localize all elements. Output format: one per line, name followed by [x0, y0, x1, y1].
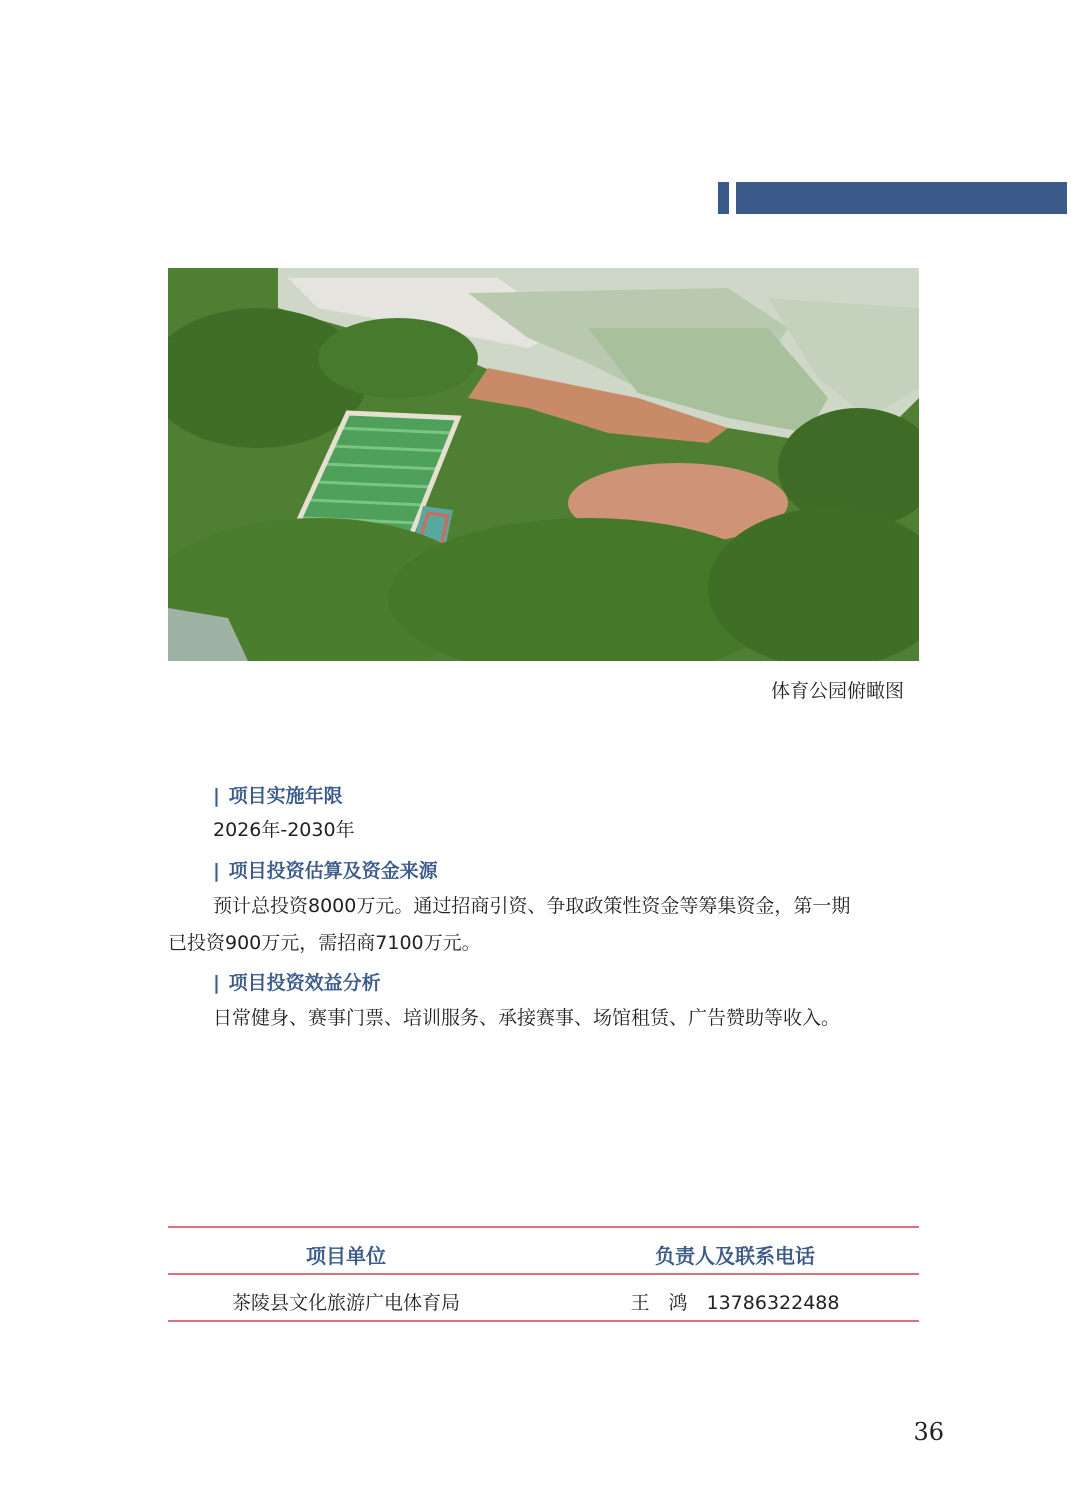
table-bottom-rule	[168, 1320, 919, 1322]
heading-marker: |	[213, 972, 220, 994]
table-mid-rule	[168, 1273, 919, 1275]
section-heading-investment	[213, 856, 438, 883]
heading-marker: |	[213, 860, 220, 882]
aerial-photo-icon	[168, 268, 919, 661]
table-cell-unit: 茶陵县文化旅游广电体育局	[231, 1292, 460, 1314]
section-text-benefit: 日常健身、赛事门票、培训服务、承接赛事、场馆租赁、广告赞助等收入。	[213, 1007, 841, 1029]
heading-text: 项目投资估算及资金来源	[228, 860, 438, 882]
section-text-investment-line2: 已投资900万元，需招商7100万元。	[168, 932, 481, 954]
table-cell-contact: 王 鸿 13786322488	[630, 1292, 840, 1314]
section-heading-benefit	[213, 968, 381, 995]
heading-text: 项目实施年限	[228, 785, 343, 807]
header-accent-bar	[736, 182, 1067, 214]
table-top-rule	[168, 1226, 919, 1228]
heading-marker: |	[213, 785, 220, 807]
page-number: 36	[913, 1418, 944, 1446]
heading-text: 项目投资效益分析	[228, 972, 381, 994]
section-text-investment-line1: 预计总投资8000万元。通过招商引资、争取政策性资金等筹集资金，第一期	[213, 895, 851, 917]
table-header-unit: 项目单位	[306, 1244, 386, 1268]
section-heading-duration	[213, 781, 343, 808]
photo-caption: 体育公园俯瞰图	[770, 680, 904, 702]
header-accent-bar-small	[718, 182, 729, 214]
table-header-contact: 负责人及联系电话	[655, 1244, 815, 1268]
section-text-duration: 2026年-2030年	[213, 819, 355, 841]
aerial-photo	[168, 268, 919, 661]
